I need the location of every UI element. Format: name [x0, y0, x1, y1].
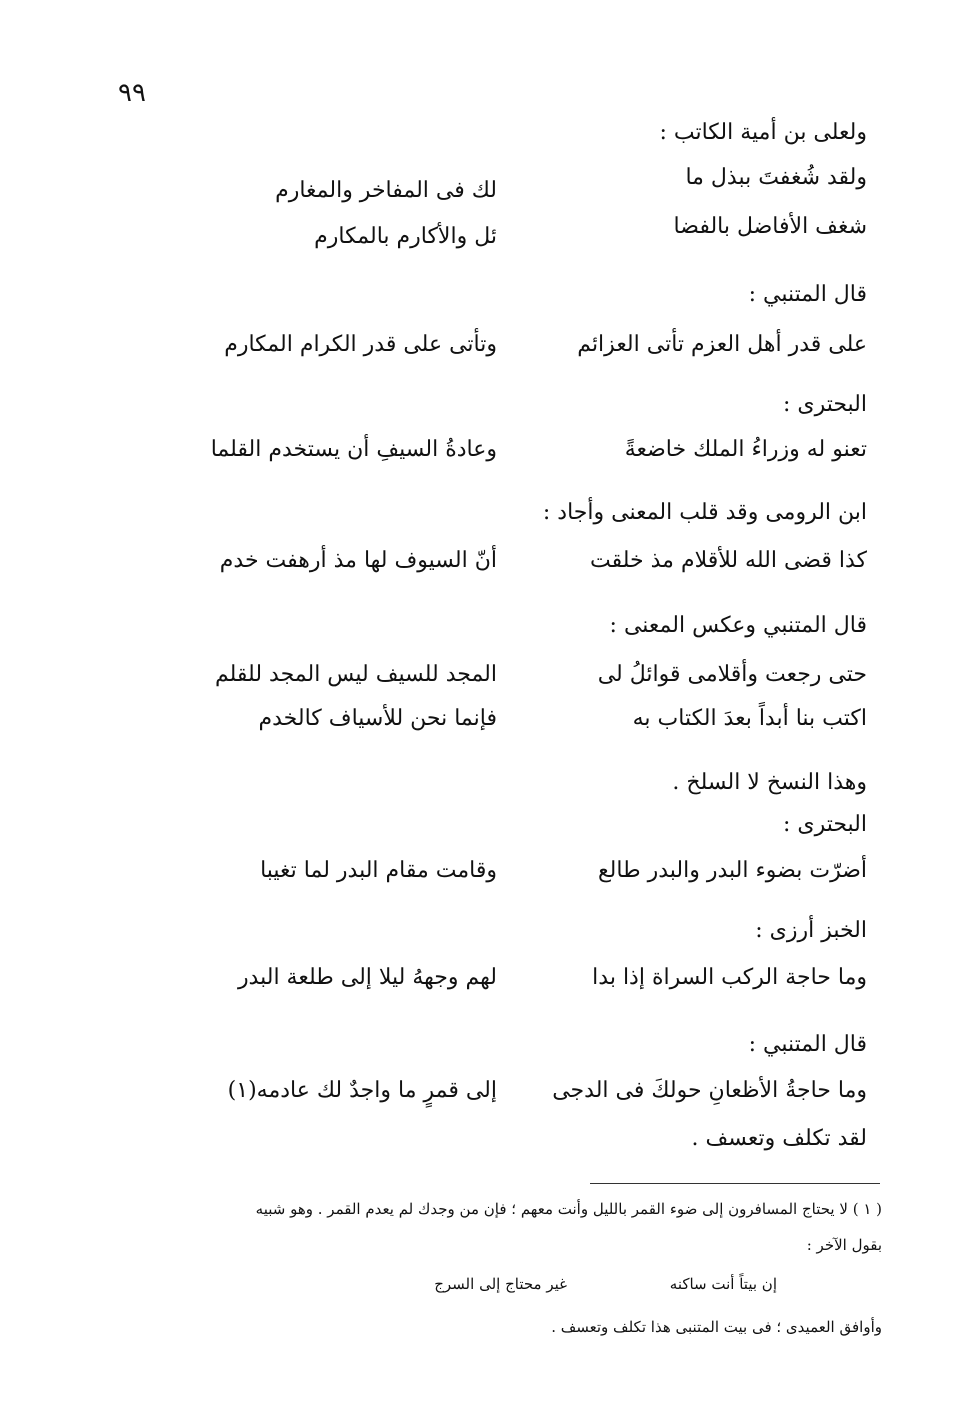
- heading-khubz-aruzzi: الخبز أرزى :: [755, 918, 867, 943]
- verse-hemistich-left: فإنما نحن للأسياف كالخدم: [258, 706, 497, 731]
- verse-hemistich-left: ئل والأكارم بالمكارم: [314, 224, 497, 249]
- verse-hemistich-left: وقامت مقام البدر لما تغيبا: [260, 858, 497, 883]
- footnote-verse-left: غير محتاج إلى السرج: [434, 1275, 567, 1293]
- heading-ali-ibn-umayya: ولعلى بن أمية الكاتب :: [659, 120, 867, 145]
- verse-hemistich-right: كذا قضى الله للأقلام مذ خلقت: [590, 548, 867, 573]
- heading-buhturi-2: البحترى :: [782, 812, 867, 837]
- verse-hemistich-right: شغف الأفاضل بالفضا: [673, 214, 867, 239]
- footnote-divider: [590, 1183, 880, 1184]
- comment-naskh: وهذا النسخ لا السلخ .: [672, 770, 867, 795]
- footnote-line: بقول الآخر :: [806, 1236, 882, 1254]
- heading-ibn-al-rumi: ابن الرومى وقد قلب المعنى وأجاد :: [542, 500, 867, 525]
- verse-hemistich-left: لك فى المفاخر والمغارم: [275, 178, 497, 203]
- verse-hemistich-right: ولقد شُغفتَ ببذل ما: [685, 165, 867, 190]
- heading-mutanabbi-2: قال المتنبي :: [748, 1032, 867, 1057]
- verse-hemistich-right: وما حاجة الركب السراة إذا بدا: [592, 965, 867, 990]
- heading-mutanabbi-reversal: قال المتنبي وعكس المعنى :: [609, 613, 867, 638]
- verse-hemistich-right: اكتب بنا أبداً بعدَ الكتاب به: [632, 706, 867, 731]
- verse-hemistich-right: على قدر أهل العزم تأتى العزائم: [577, 332, 867, 357]
- heading-buhturi: البحترى :: [782, 392, 867, 417]
- verse-hemistich-right: تعنو له وزراءُ الملك خاضعةً: [624, 437, 867, 462]
- footnote-line: ( ١ ) لا يحتاج المسافرون إلى ضوء القمر بالليل وأنت معهم ؛ فإن من وجدك لم يعدم القمر . وهو شبيه: [255, 1200, 882, 1218]
- footnote-line: وأوافق العميدى ؛ فى بيت المتنبى هذا تكلف وتعسف .: [551, 1318, 882, 1336]
- verse-hemistich-left: إلى قمرٍ ما واجدٌ لك عادمه(١): [227, 1078, 497, 1103]
- verse-hemistich-left: أنّ السيوف لها مذ أرهفت خدم: [219, 548, 497, 573]
- verse-hemistich-right: أضرّت بضوء البدر والبدر طالع: [597, 858, 867, 883]
- heading-mutanabbi: قال المتنبي :: [748, 282, 867, 307]
- footnote-verse-right: إن بيتاً أنت ساكنه: [669, 1275, 777, 1293]
- verse-hemistich-right: وما حاجةُ الأظعانِ حولكَ فى الدجى: [552, 1078, 867, 1103]
- page-number: ٩٩: [118, 78, 146, 108]
- verse-hemistich-right: حتى رجعت وأقلامى قوائلُ لى: [597, 662, 867, 687]
- verse-hemistich-left: لهم وجههُ ليلا إلى طلعة البدر: [237, 965, 497, 990]
- verse-hemistich-left: وتأتى على قدر الكرام المكارم: [224, 332, 497, 357]
- comment-takalluf: لقد تكلف وتعسف .: [691, 1126, 867, 1151]
- verse-hemistich-left: المجد للسيف ليس المجد للقلم: [215, 662, 497, 687]
- verse-hemistich-left: وعادةُ السيفِ أن يستخدم القلما: [210, 437, 497, 462]
